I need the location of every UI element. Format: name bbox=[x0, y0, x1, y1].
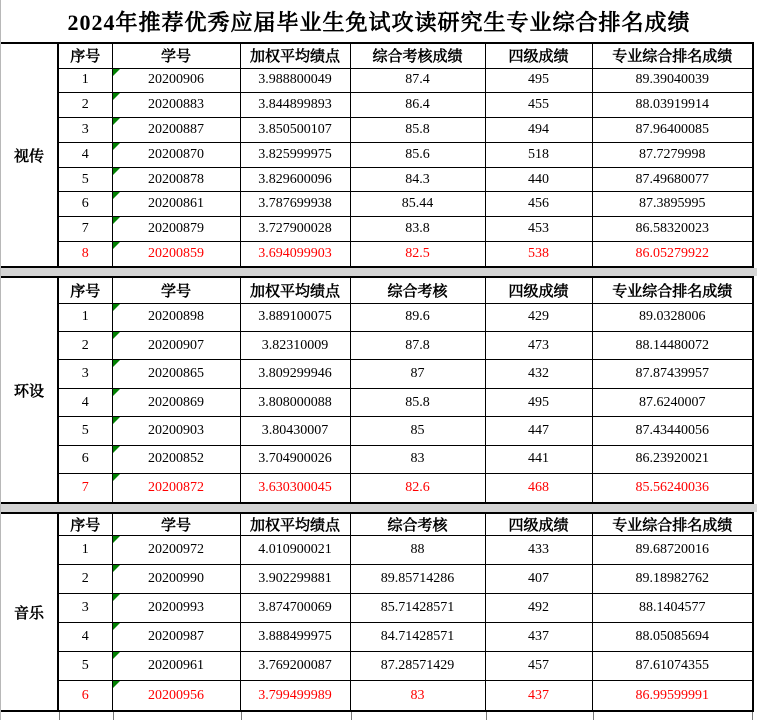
column-header-cell[interactable]: 加权平均绩点 bbox=[240, 513, 350, 536]
column-header-cell[interactable]: 序号 bbox=[58, 513, 112, 536]
student-id-cell[interactable]: 20200872 bbox=[112, 474, 240, 503]
student-id-cell[interactable]: 20200859 bbox=[112, 241, 240, 267]
ranking-score-cell[interactable]: 89.39040039 bbox=[592, 68, 753, 93]
text-format-warning-triangle-icon bbox=[113, 594, 120, 601]
table-row bbox=[58, 536, 753, 565]
row-number-cell[interactable]: 7 bbox=[58, 474, 112, 503]
table-row bbox=[58, 445, 753, 473]
cet4-score-cell[interactable]: 473 bbox=[485, 331, 592, 359]
group-label-cell[interactable]: 音乐 bbox=[1, 512, 57, 712]
student-id-cell[interactable]: 20200861 bbox=[112, 192, 240, 217]
student-id-cell[interactable]: 20200990 bbox=[112, 565, 240, 594]
table-row bbox=[58, 192, 753, 217]
row-number-cell[interactable]: 3 bbox=[58, 360, 112, 388]
row-number-cell[interactable]: 8 bbox=[58, 241, 112, 267]
student-id-cell[interactable]: 20200869 bbox=[112, 388, 240, 416]
ranking-score-cell[interactable]: 86.05279922 bbox=[592, 241, 753, 267]
ranking-score-cell[interactable]: 88.1404577 bbox=[592, 594, 753, 623]
column-header-cell[interactable]: 综合考核成绩 bbox=[350, 43, 485, 68]
cet4-score-cell[interactable]: 437 bbox=[485, 681, 592, 711]
gpa-cell[interactable]: 3.799499989 bbox=[240, 681, 350, 711]
student-id-cell[interactable]: 20200993 bbox=[112, 594, 240, 623]
column-header-cell[interactable]: 学号 bbox=[112, 277, 240, 303]
gpa-cell[interactable]: 3.902299881 bbox=[240, 565, 350, 594]
gpa-cell[interactable]: 3.694099903 bbox=[240, 241, 350, 267]
cet4-score-cell[interactable]: 429 bbox=[485, 303, 592, 331]
column-header-cell[interactable]: 综合考核 bbox=[350, 277, 485, 303]
table-section bbox=[1, 276, 754, 504]
cet4-score-cell[interactable]: 437 bbox=[485, 623, 592, 652]
assessment-score-cell[interactable]: 89.6 bbox=[350, 303, 485, 331]
student-id-cell[interactable]: 20200906 bbox=[112, 68, 240, 93]
ranking-score-cell[interactable]: 87.61074355 bbox=[592, 652, 753, 681]
table-row bbox=[58, 623, 753, 652]
row-number-cell[interactable]: 3 bbox=[58, 118, 112, 143]
table-section bbox=[1, 42, 754, 268]
gpa-cell[interactable]: 3.630300045 bbox=[240, 474, 350, 503]
student-id-cell[interactable]: 20200879 bbox=[112, 217, 240, 242]
table-row bbox=[58, 652, 753, 681]
student-id-cell[interactable]: 20200883 bbox=[112, 93, 240, 118]
row-number-cell[interactable]: 7 bbox=[58, 217, 112, 242]
text-format-warning-triangle-icon bbox=[113, 565, 120, 572]
gpa-cell[interactable]: 3.889100075 bbox=[240, 303, 350, 331]
cet4-score-cell[interactable]: 518 bbox=[485, 142, 592, 167]
gpa-cell[interactable]: 3.850500107 bbox=[240, 118, 350, 143]
ranking-score-cell[interactable]: 88.14480072 bbox=[592, 331, 753, 359]
section-separator bbox=[1, 268, 757, 276]
ranking-score-cell[interactable]: 89.0328006 bbox=[592, 303, 753, 331]
tables-host bbox=[1, 42, 757, 712]
ranking-score-cell[interactable]: 89.18982762 bbox=[592, 565, 753, 594]
cet4-score-cell[interactable]: 453 bbox=[485, 217, 592, 242]
assessment-score-cell[interactable]: 85.8 bbox=[350, 388, 485, 416]
text-format-warning-triangle-icon bbox=[113, 168, 120, 175]
assessment-score-cell[interactable]: 89.85714286 bbox=[350, 565, 485, 594]
table-row bbox=[58, 565, 753, 594]
row-number-cell[interactable]: 6 bbox=[58, 192, 112, 217]
group-label-cell[interactable]: 视传 bbox=[1, 42, 57, 268]
partial-next-row bbox=[1, 712, 757, 720]
student-id-cell[interactable]: 20200865 bbox=[112, 360, 240, 388]
column-header-cell[interactable]: 序号 bbox=[58, 277, 112, 303]
gridline bbox=[59, 712, 60, 720]
gridline bbox=[113, 712, 114, 720]
cet4-score-cell[interactable]: 456 bbox=[485, 192, 592, 217]
row-number-cell[interactable]: 4 bbox=[58, 623, 112, 652]
cet4-score-cell[interactable]: 432 bbox=[485, 360, 592, 388]
row-number-cell[interactable]: 1 bbox=[58, 536, 112, 565]
gridline bbox=[351, 712, 352, 720]
column-header-cell[interactable]: 加权平均绩点 bbox=[240, 277, 350, 303]
ranking-table-wrap bbox=[57, 512, 754, 712]
ranking-score-cell[interactable]: 87.87439957 bbox=[592, 360, 753, 388]
column-header-cell[interactable]: 专业综合排名成绩 bbox=[592, 277, 753, 303]
cet4-score-cell[interactable]: 538 bbox=[485, 241, 592, 267]
text-format-warning-triangle-icon bbox=[113, 623, 120, 630]
assessment-score-cell[interactable]: 83.8 bbox=[350, 217, 485, 242]
assessment-score-cell[interactable]: 87 bbox=[350, 360, 485, 388]
cet4-score-cell[interactable]: 494 bbox=[485, 118, 592, 143]
cet4-score-cell[interactable]: 468 bbox=[485, 474, 592, 503]
cet4-score-cell[interactable]: 433 bbox=[485, 536, 592, 565]
table-row bbox=[58, 217, 753, 242]
text-format-warning-triangle-icon bbox=[113, 446, 120, 453]
cet4-score-cell[interactable]: 440 bbox=[485, 167, 592, 192]
assessment-score-cell[interactable]: 82.6 bbox=[350, 474, 485, 503]
gridline bbox=[486, 712, 487, 720]
row-number-cell[interactable]: 3 bbox=[58, 594, 112, 623]
assessment-score-cell[interactable]: 85.6 bbox=[350, 142, 485, 167]
section-separator bbox=[1, 504, 757, 512]
table-row bbox=[58, 331, 753, 359]
column-header-cell[interactable]: 序号 bbox=[58, 43, 112, 68]
text-format-warning-triangle-icon bbox=[113, 417, 120, 424]
column-header-cell[interactable]: 四级成绩 bbox=[485, 277, 592, 303]
ranking-score-cell[interactable]: 85.56240036 bbox=[592, 474, 753, 503]
row-number-cell[interactable]: 4 bbox=[58, 388, 112, 416]
row-number-cell[interactable]: 2 bbox=[58, 565, 112, 594]
gpa-cell[interactable]: 3.808000088 bbox=[240, 388, 350, 416]
student-id-cell[interactable]: 20200870 bbox=[112, 142, 240, 167]
column-header-cell[interactable]: 专业综合排名成绩 bbox=[592, 43, 753, 68]
text-format-warning-triangle-icon bbox=[113, 681, 120, 688]
cet4-score-cell[interactable]: 407 bbox=[485, 565, 592, 594]
gpa-cell[interactable]: 3.727900028 bbox=[240, 217, 350, 242]
ranking-score-cell[interactable]: 87.6240007 bbox=[592, 388, 753, 416]
text-format-warning-triangle-icon bbox=[113, 217, 120, 224]
column-header-cell[interactable]: 综合考核 bbox=[350, 513, 485, 536]
ranking-score-cell[interactable]: 86.23920021 bbox=[592, 445, 753, 473]
row-number-cell[interactable]: 1 bbox=[58, 303, 112, 331]
text-format-warning-triangle-icon bbox=[113, 652, 120, 659]
ranking-table bbox=[57, 42, 754, 268]
ranking-score-cell[interactable]: 88.05085694 bbox=[592, 623, 753, 652]
table-row bbox=[58, 594, 753, 623]
student-id-cell[interactable]: 20200961 bbox=[112, 652, 240, 681]
row-number-cell[interactable]: 5 bbox=[58, 167, 112, 192]
student-id-cell[interactable]: 20200903 bbox=[112, 417, 240, 445]
student-id-cell[interactable]: 20200898 bbox=[112, 303, 240, 331]
text-format-warning-triangle-icon bbox=[113, 242, 120, 249]
gpa-cell[interactable]: 3.704900026 bbox=[240, 445, 350, 473]
ranking-table-wrap bbox=[57, 42, 754, 268]
text-format-warning-triangle-icon bbox=[113, 118, 120, 125]
ranking-table-wrap bbox=[57, 276, 754, 504]
text-format-warning-triangle-icon bbox=[113, 93, 120, 100]
row-number-cell[interactable]: 6 bbox=[58, 681, 112, 711]
table-section bbox=[1, 512, 754, 712]
table-row bbox=[58, 388, 753, 416]
page-title: 2024年推荐优秀应届毕业生免试攻读研究生专业综合排名成绩 bbox=[67, 9, 691, 35]
table-row bbox=[58, 417, 753, 445]
column-header-cell[interactable]: 加权平均绩点 bbox=[240, 43, 350, 68]
column-header-cell[interactable]: 专业综合排名成绩 bbox=[592, 513, 753, 536]
assessment-score-cell[interactable]: 87.28571429 bbox=[350, 652, 485, 681]
gpa-cell[interactable]: 3.769200087 bbox=[240, 652, 350, 681]
table-row bbox=[58, 167, 753, 192]
table-row bbox=[58, 93, 753, 118]
row-number-cell[interactable]: 2 bbox=[58, 93, 112, 118]
ranking-table bbox=[57, 276, 754, 504]
cet4-score-cell[interactable]: 495 bbox=[485, 68, 592, 93]
gridline bbox=[752, 712, 753, 720]
text-format-warning-triangle-icon bbox=[113, 536, 120, 543]
header-row bbox=[58, 43, 753, 68]
ranking-score-cell[interactable]: 87.3895995 bbox=[592, 192, 753, 217]
text-format-warning-triangle-icon bbox=[113, 474, 120, 481]
gpa-cell[interactable]: 4.010900021 bbox=[240, 536, 350, 565]
table-row bbox=[58, 118, 753, 143]
cet4-score-cell[interactable]: 455 bbox=[485, 93, 592, 118]
student-id-cell[interactable]: 20200887 bbox=[112, 118, 240, 143]
gridline bbox=[241, 712, 242, 720]
assessment-score-cell[interactable]: 85.8 bbox=[350, 118, 485, 143]
text-format-warning-triangle-icon bbox=[113, 192, 120, 199]
table-row bbox=[58, 303, 753, 331]
gpa-cell[interactable]: 3.874700069 bbox=[240, 594, 350, 623]
gridline bbox=[593, 712, 594, 720]
gpa-cell[interactable]: 3.829600096 bbox=[240, 167, 350, 192]
ranking-score-cell[interactable]: 89.68720016 bbox=[592, 536, 753, 565]
student-id-cell[interactable]: 20200972 bbox=[112, 536, 240, 565]
column-header-cell[interactable]: 学号 bbox=[112, 513, 240, 536]
assessment-score-cell[interactable]: 87.4 bbox=[350, 68, 485, 93]
gpa-cell[interactable]: 3.80430007 bbox=[240, 417, 350, 445]
assessment-score-cell[interactable]: 85 bbox=[350, 417, 485, 445]
assessment-score-cell[interactable]: 84.3 bbox=[350, 167, 485, 192]
text-format-warning-triangle-icon bbox=[113, 143, 120, 150]
text-format-warning-triangle-icon bbox=[113, 389, 120, 396]
cet4-score-cell[interactable]: 495 bbox=[485, 388, 592, 416]
table-row bbox=[58, 241, 753, 267]
row-number-cell[interactable]: 6 bbox=[58, 445, 112, 473]
assessment-score-cell[interactable]: 85.44 bbox=[350, 192, 485, 217]
ranking-score-cell[interactable]: 88.03919914 bbox=[592, 93, 753, 118]
text-format-warning-triangle-icon bbox=[113, 304, 120, 311]
assessment-score-cell[interactable]: 82.5 bbox=[350, 241, 485, 267]
gpa-cell[interactable]: 3.825999975 bbox=[240, 142, 350, 167]
assessment-score-cell[interactable]: 88 bbox=[350, 536, 485, 565]
student-id-cell[interactable]: 20200907 bbox=[112, 331, 240, 359]
ranking-score-cell[interactable]: 87.43440056 bbox=[592, 417, 753, 445]
student-id-cell[interactable]: 20200956 bbox=[112, 681, 240, 711]
ranking-table bbox=[57, 512, 754, 712]
ranking-score-cell[interactable]: 86.58320023 bbox=[592, 217, 753, 242]
ranking-score-cell[interactable]: 86.99599991 bbox=[592, 681, 753, 711]
row-number-cell[interactable]: 5 bbox=[58, 417, 112, 445]
table-row bbox=[58, 360, 753, 388]
cet4-score-cell[interactable]: 447 bbox=[485, 417, 592, 445]
text-format-warning-triangle-icon bbox=[113, 360, 120, 367]
column-header-cell[interactable]: 学号 bbox=[112, 43, 240, 68]
ranking-score-cell[interactable]: 87.96400085 bbox=[592, 118, 753, 143]
gpa-cell[interactable]: 3.82310009 bbox=[240, 331, 350, 359]
table-row bbox=[58, 681, 753, 711]
row-number-cell[interactable]: 4 bbox=[58, 142, 112, 167]
gpa-cell[interactable]: 3.844899893 bbox=[240, 93, 350, 118]
table-row bbox=[58, 142, 753, 167]
assessment-score-cell[interactable]: 84.71428571 bbox=[350, 623, 485, 652]
student-id-cell[interactable]: 20200852 bbox=[112, 445, 240, 473]
cet4-score-cell[interactable]: 457 bbox=[485, 652, 592, 681]
ranking-score-cell[interactable]: 87.7279998 bbox=[592, 142, 753, 167]
cet4-score-cell[interactable]: 441 bbox=[485, 445, 592, 473]
text-format-warning-triangle-icon bbox=[113, 332, 120, 339]
ranking-score-cell[interactable]: 87.49680077 bbox=[592, 167, 753, 192]
assessment-score-cell[interactable]: 83 bbox=[350, 681, 485, 711]
column-header-cell[interactable]: 四级成绩 bbox=[485, 43, 592, 68]
text-format-warning-triangle-icon bbox=[113, 69, 120, 76]
gpa-cell[interactable]: 3.787699938 bbox=[240, 192, 350, 217]
student-id-cell[interactable]: 20200878 bbox=[112, 167, 240, 192]
header-row bbox=[58, 513, 753, 536]
assessment-score-cell[interactable]: 86.4 bbox=[350, 93, 485, 118]
table-row bbox=[58, 68, 753, 93]
row-number-cell[interactable]: 1 bbox=[58, 68, 112, 93]
gpa-cell[interactable]: 3.988800049 bbox=[240, 68, 350, 93]
student-id-cell[interactable]: 20200987 bbox=[112, 623, 240, 652]
assessment-score-cell[interactable]: 87.8 bbox=[350, 331, 485, 359]
column-header-cell[interactable]: 四级成绩 bbox=[485, 513, 592, 536]
row-number-cell[interactable]: 5 bbox=[58, 652, 112, 681]
row-number-cell[interactable]: 2 bbox=[58, 331, 112, 359]
assessment-score-cell[interactable]: 85.71428571 bbox=[350, 594, 485, 623]
table-row bbox=[58, 474, 753, 503]
group-label-cell[interactable]: 环设 bbox=[1, 276, 57, 504]
cet4-score-cell[interactable]: 492 bbox=[485, 594, 592, 623]
header-row bbox=[58, 277, 753, 303]
gpa-cell[interactable]: 3.809299946 bbox=[240, 360, 350, 388]
gpa-cell[interactable]: 3.888499975 bbox=[240, 623, 350, 652]
assessment-score-cell[interactable]: 83 bbox=[350, 445, 485, 473]
